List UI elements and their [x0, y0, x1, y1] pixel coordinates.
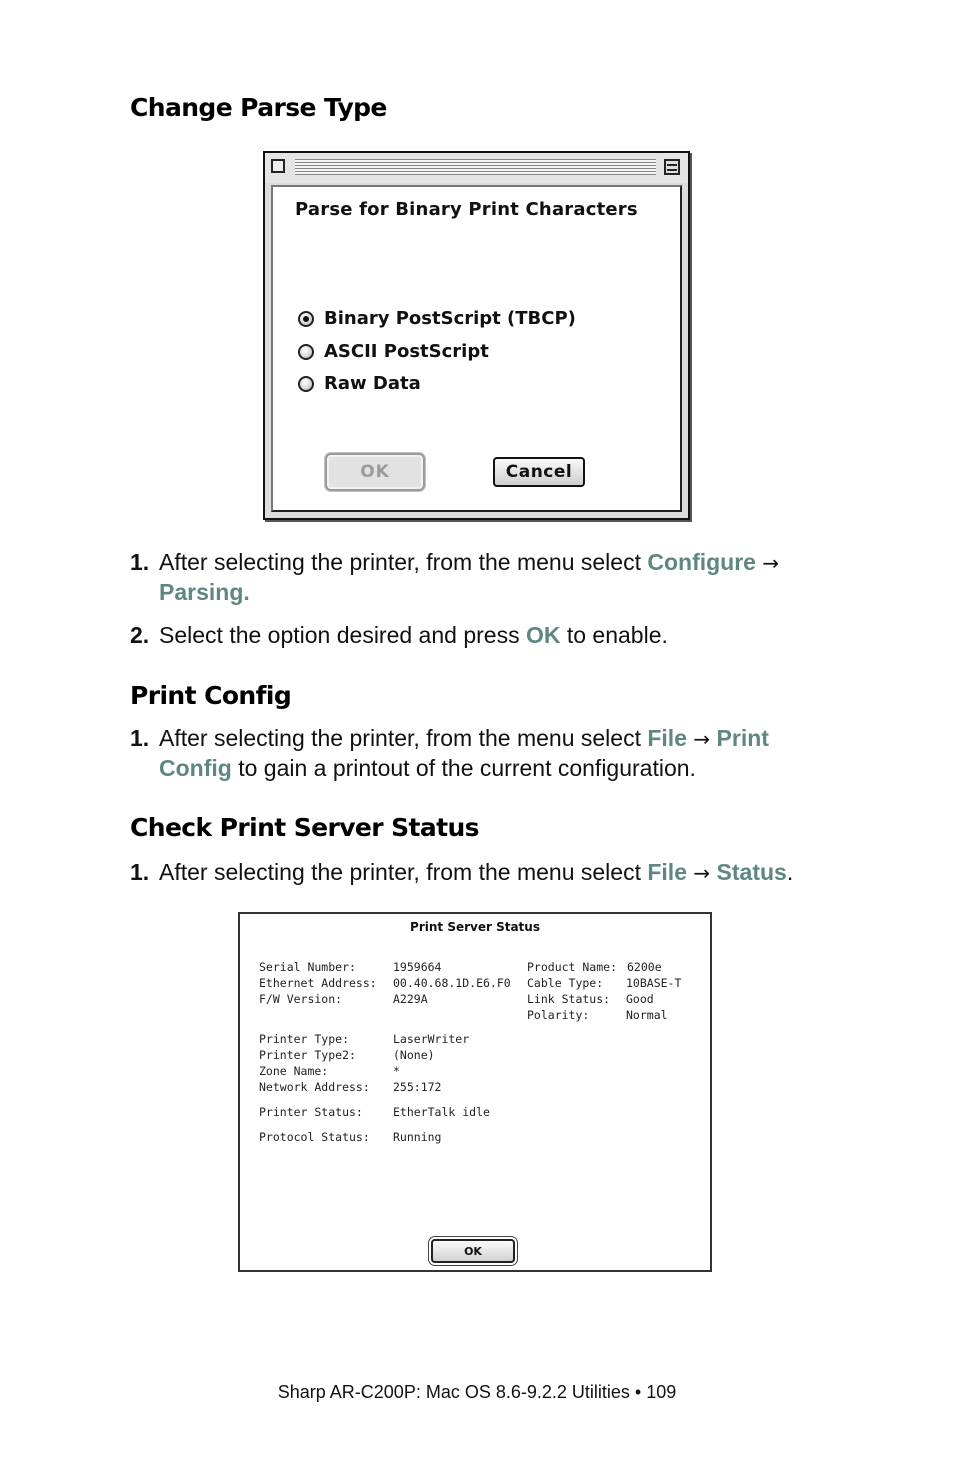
- menu-file: File: [647, 859, 687, 885]
- printer-type-label: Printer Type:: [259, 1032, 350, 1046]
- link-status-label: Link Status:: [527, 992, 611, 1006]
- section-heading-parse: Change Parse Type: [130, 93, 387, 122]
- ethernet-address-value: 00.40.68.1D.E6.F0: [393, 976, 511, 990]
- zone-name-value: *: [393, 1064, 400, 1078]
- arrow-icon: →: [693, 727, 711, 751]
- product-name-value: 6200e: [627, 960, 662, 974]
- window-shade-icon[interactable]: [664, 159, 680, 175]
- instruction-step: [130, 621, 830, 650]
- menu-configure: Configure: [647, 549, 756, 575]
- step-text: Select the option desired and press OK to enable.: [159, 622, 668, 648]
- dialog-content: [271, 185, 682, 512]
- menu-file: File: [647, 725, 687, 751]
- polarity-value: Normal: [626, 1008, 668, 1022]
- step-number: 2.: [130, 622, 150, 648]
- parse-dialog: [263, 151, 690, 520]
- menu-parsing: Parsing: [159, 579, 244, 605]
- cancel-button[interactable]: Cancel: [493, 457, 585, 487]
- step-number: 1.: [130, 859, 150, 885]
- radio-label: Raw Data: [324, 373, 421, 394]
- section-heading-status: Check Print Server Status: [130, 813, 479, 842]
- fw-version-value: A229A: [393, 992, 428, 1006]
- arrow-icon: →: [693, 861, 711, 885]
- step-number: 1.: [130, 725, 150, 751]
- radio-unselected-icon[interactable]: [298, 344, 314, 360]
- protocol-status-value: Running: [393, 1130, 442, 1144]
- printer-type2-value: (None): [393, 1048, 435, 1062]
- menu-print-config: Print Config: [159, 725, 769, 781]
- section-heading-print-config: Print Config: [130, 681, 292, 710]
- page-footer: Sharp AR-C200P: Mac OS 8.6-9.2.2 Utilities • 109: [277, 1382, 677, 1402]
- title-bar-stripes: [295, 159, 656, 175]
- step-number: 1.: [130, 549, 150, 575]
- network-address-label: Network Address:: [259, 1080, 370, 1094]
- ok-button[interactable]: OK: [325, 453, 425, 491]
- serial-number-label: Serial Number:: [259, 960, 356, 974]
- menu-status: Status: [716, 859, 787, 885]
- printer-status-value: EtherTalk idle: [393, 1105, 490, 1119]
- print-server-status-dialog: [238, 912, 712, 1272]
- status-ok-button[interactable]: OK: [431, 1239, 515, 1263]
- protocol-status-label: Protocol Status:: [259, 1130, 370, 1144]
- radio-unselected-icon[interactable]: [298, 376, 314, 392]
- serial-number-value: 1959664: [393, 960, 442, 974]
- arrow-icon: →: [762, 551, 780, 575]
- product-name-label: Product Name:: [527, 960, 618, 974]
- fw-version-label: F/W Version:: [259, 992, 343, 1006]
- step-text: After selecting the printer, from the menu select Configure → Parsing.: [159, 549, 780, 605]
- ok-reference: OK: [525, 622, 561, 648]
- close-box-icon[interactable]: [271, 159, 285, 173]
- step-text: After selecting the printer, from the menu select File → Status.: [159, 859, 794, 885]
- ethernet-address-label: Ethernet Address:: [259, 976, 377, 990]
- polarity-label: Polarity:: [527, 1008, 590, 1022]
- radio-label: Binary PostScript (TBCP): [324, 308, 576, 329]
- network-address-value: 255:172: [393, 1080, 442, 1094]
- instruction-step: [130, 548, 830, 607]
- cable-type-value: 10BASE-T: [626, 976, 682, 990]
- dialog-title: Parse for Binary Print Characters: [295, 199, 638, 220]
- printer-status-label: Printer Status:: [259, 1105, 363, 1119]
- cable-type-label: Cable Type:: [527, 976, 604, 990]
- step-text: After selecting the printer, from the menu select File → Print Config to gain a printout of the current configuration.: [159, 725, 769, 781]
- zone-name-label: Zone Name:: [259, 1064, 329, 1078]
- printer-type2-label: Printer Type2:: [259, 1048, 356, 1062]
- radio-selected-icon[interactable]: [298, 311, 314, 327]
- instruction-step: [130, 858, 830, 888]
- instruction-step: [130, 724, 830, 783]
- printer-type-value: LaserWriter: [393, 1032, 470, 1046]
- dialog-title-bar[interactable]: [265, 153, 688, 183]
- link-status-value: Good: [626, 992, 654, 1006]
- radio-label: ASCII PostScript: [324, 341, 489, 362]
- status-dialog-title: Print Server Status: [410, 920, 540, 934]
